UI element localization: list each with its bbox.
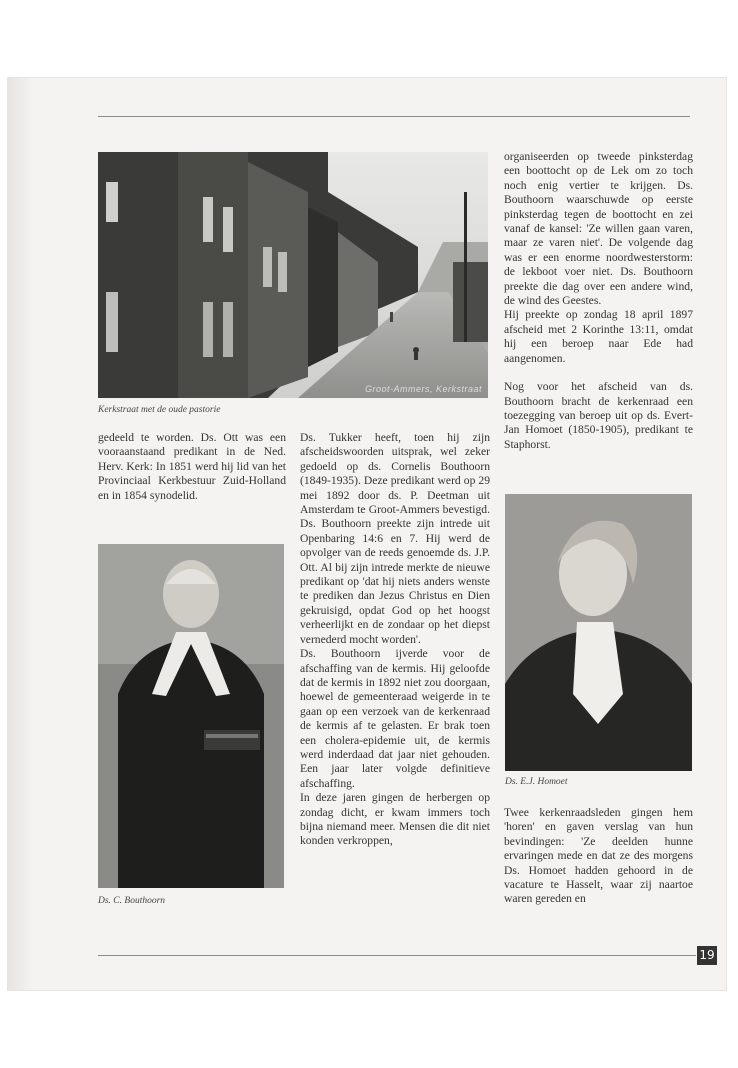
col3-paragraph-1: organiseerden op tweede pinksterdag een boottocht op de Lek om zo toch noch enig vertier te krijgen. Ds. Bouthoorn waarschuwde op eerste pinksterdag tegen de boottocht en zei vanaf de kansel: 'Ze willen gaan varen, maar ze varen niet'. De volgende dag was er een enorme noordwesterstorm: de lekboot voer niet. Ds. Bouthoorn preekte die dag over een andere wind, de wind des Geestes.: [504, 150, 693, 308]
street-photo-image: [98, 152, 488, 398]
homoet-photo: [505, 494, 692, 771]
street-photo-caption: Kerkstraat met de oude pastorie: [98, 405, 221, 415]
col2-paragraph-3: In deze jaren gingen de herbergen op zondag dicht, er kwam immers toch bijna niemand meer. Mensen die dit niet konden verkroppen,: [300, 791, 490, 848]
street-photo: [98, 152, 488, 398]
top-rule: [98, 116, 690, 117]
col3-paragraph-3: Nog voor het afscheid van ds. Bouthoorn bracht de kerkenraad een toezegging van beroep uit op ds. Evert-Jan Homoet (1850-1905), predikant te Staphorst.: [504, 380, 693, 451]
column-2: [300, 431, 490, 849]
page-number: 19: [697, 946, 717, 965]
homoet-caption: Ds. E.J. Homoet: [505, 777, 568, 787]
photo-inscription: Groot-Ammers, Kerkstraat: [364, 384, 482, 394]
column-3: [504, 150, 693, 452]
bottom-rule: [98, 955, 696, 956]
column-1: [98, 431, 286, 503]
col3-paragraph-2: Hij preekte op zondag 18 april 1897 afscheid met 2 Korinthe 13:11, omdat hij een beroep naar Ede had aangenomen.: [504, 308, 693, 365]
bouthoorn-portrait-image: [98, 544, 284, 888]
homoet-portrait-image: [505, 494, 692, 771]
col3-paragraph-4: Twee kerkenraadsleden gingen hem 'horen' en gaven verslag van hun bevindingen: 'Ze deelden hunne ervaringen mede en dat ze des morgens Ds. Homoet hadden gehoord in de vacature te Hasselt, waar zij naartoe waren gereden en: [504, 806, 693, 906]
column-3-continued: [504, 806, 693, 907]
col2-paragraph-2: Ds. Bouthoorn ijverde voor de afschaffing van de kermis. Hij geloofde dat de kermis in 1892 niet zou doorgaan, hoewel de gemeenteraad weigerde in te gaan op een verzoek van de kerkenraad de kermis af te gelasten. Er brak toen een cholera-epidemie uit, de kermis werd inderdaad dat jaar niet gehouden. Een jaar later volgde definitieve afschaffing.: [300, 647, 490, 790]
col2-paragraph-1: Ds. Tukker heeft, toen hij zijn afscheidswoorden uitsprak, wel zeker gedoeld op ds. Cornelis Bouthoorn (1849-1935). Deze predikant werd op 29 mei 1892 door ds. P. Deetman uit Amsterdam te Groot-Ammers bevestigd. Ds. Bouthoorn preekte zijn intrede uit Openbaring 14:6 en 7. Hij werd de opvolger van de reeds genoemde ds. J.P. Ott. Al bij zijn intrede merkte de nieuwe predikant op 'dat hij niets anders wenste te prediken dan Jezus Christus en Dien gekruisigd, opdat God op het hoogst verheerlijkt en de zondaar op het diepst vernederd mocht worden'.: [300, 431, 490, 646]
bouthoorn-photo: [98, 544, 284, 888]
bouthoorn-caption: Ds. C. Bouthoorn: [98, 896, 166, 906]
page-spine: [8, 78, 34, 990]
col1-paragraph: gedeeld te worden. Ds. Ott was een vooraanstaand predikant in de Ned. Herv. Kerk: In 1851 werd hij lid van het Provinciaal Kerkbestuur Zuid-Holland en in 1854 synodelid.: [98, 431, 286, 502]
